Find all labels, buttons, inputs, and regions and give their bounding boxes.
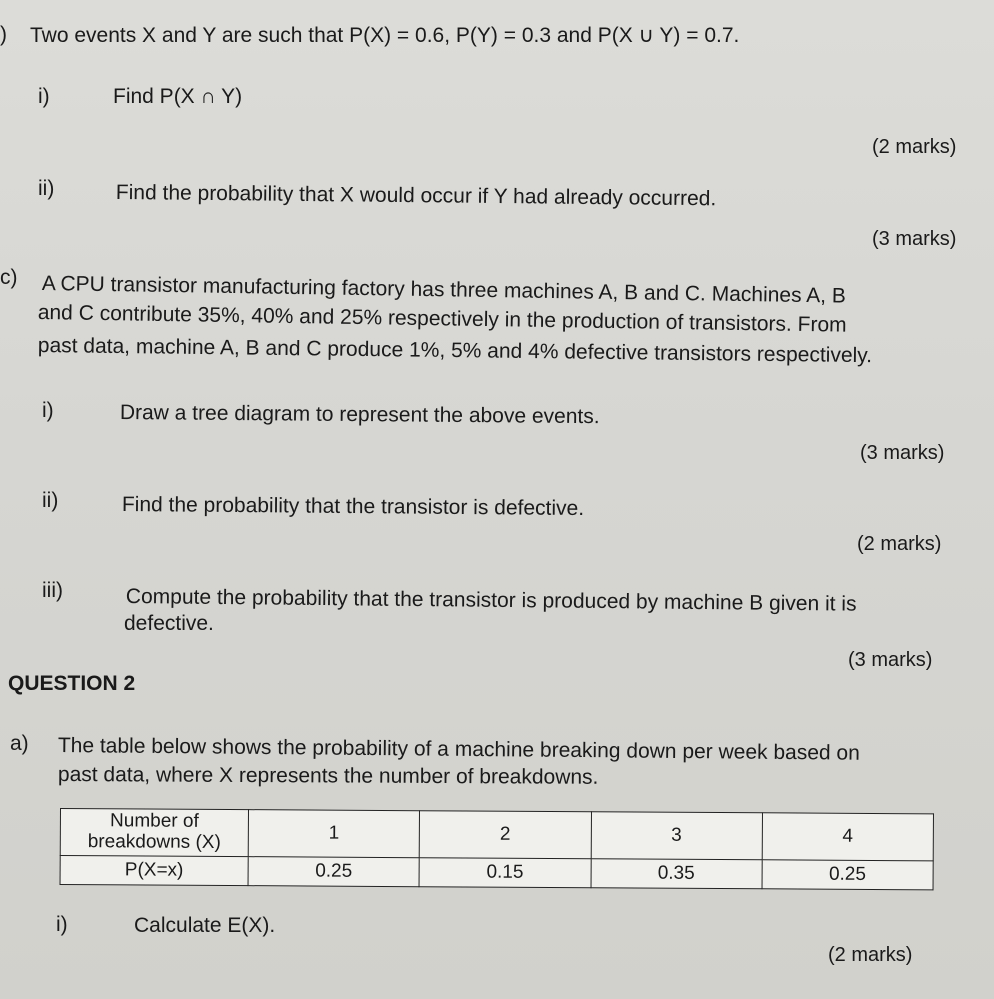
table-x-value-3: 3: [591, 812, 763, 860]
part-b-i-marks: (2 marks): [872, 136, 957, 158]
table-row-label: P(X=x): [60, 856, 248, 886]
part-c-ii-label: ii): [42, 489, 59, 512]
part-c-iii-text-line-1: Compute the probability that the transistor is produced by machine B given it is: [125, 584, 857, 616]
table-probability-1: 0.25: [248, 857, 419, 887]
part-b-ii-marks: (3 marks): [872, 228, 957, 250]
table-header-label-cell: [60, 809, 248, 857]
question-2-heading: QUESTION 2: [8, 672, 136, 695]
part-b-i-label: i): [38, 85, 50, 108]
table-x-value-4: 4: [762, 813, 934, 861]
q2-a-line-2: past data, where X represents the number of breakdowns.: [57, 763, 599, 789]
part-c-iii-label: iii): [42, 579, 63, 602]
q2-a-line-1: The table below shows the probability of a machine breaking down per week based on: [57, 733, 860, 765]
part-c-intro-line-3: past data, machine A, B and C produce 1%, 5% and 4% defective transistors respectively.: [37, 333, 873, 368]
table-probability-4: 0.25: [762, 860, 933, 890]
table-x-value-2: 2: [419, 811, 591, 859]
q2-i-marks: (2 marks): [828, 944, 913, 966]
table-probability-row: [60, 856, 933, 890]
table-header-label-line-1: Number of: [109, 810, 199, 832]
part-c-label: c): [0, 266, 18, 289]
part-b-label: ): [0, 23, 7, 46]
part-c-iii-marks: (3 marks): [848, 649, 933, 671]
table-x-value-1: 1: [248, 810, 420, 858]
part-c-intro-line-2: and C contribute 35%, 40% and 25% respectively in the production of transistors. From: [37, 300, 847, 337]
part-b-i-text: Find P(X ∩ Y): [113, 85, 243, 108]
q2-i-text: Calculate E(X).: [134, 914, 276, 937]
table-header-row: [60, 809, 933, 861]
part-b-ii-text: Find the probability that X would occur if Y had already occurred.: [115, 180, 717, 211]
part-b-intro: Two events X and Y are such that P(X) = 0.6, P(Y) = 0.3 and P(X ∪ Y) = 0.7.: [30, 24, 740, 47]
breakdown-probability-table: [60, 808, 934, 890]
part-c-intro-line-1: A CPU transistor manufacturing factory has three machines A, B and C. Machines A, B: [41, 271, 847, 308]
q2-a-label: a): [10, 732, 29, 755]
part-b-ii-label: ii): [38, 177, 55, 200]
part-c-i-text: Draw a tree diagram to represent the above events.: [119, 400, 600, 429]
q2-i-label: i): [56, 913, 68, 936]
table-header-label-line-2: breakdowns (X): [87, 831, 221, 853]
part-c-ii-text: Find the probability that the transistor is defective.: [121, 492, 585, 521]
part-c-iii-text-line-2: defective.: [124, 612, 214, 635]
table-probability-3: 0.35: [591, 859, 762, 889]
table-probability-2: 0.15: [419, 858, 590, 888]
part-c-i-marks: (3 marks): [860, 442, 945, 464]
part-c-i-label: i): [42, 399, 54, 422]
part-c-ii-marks: (2 marks): [857, 533, 942, 555]
